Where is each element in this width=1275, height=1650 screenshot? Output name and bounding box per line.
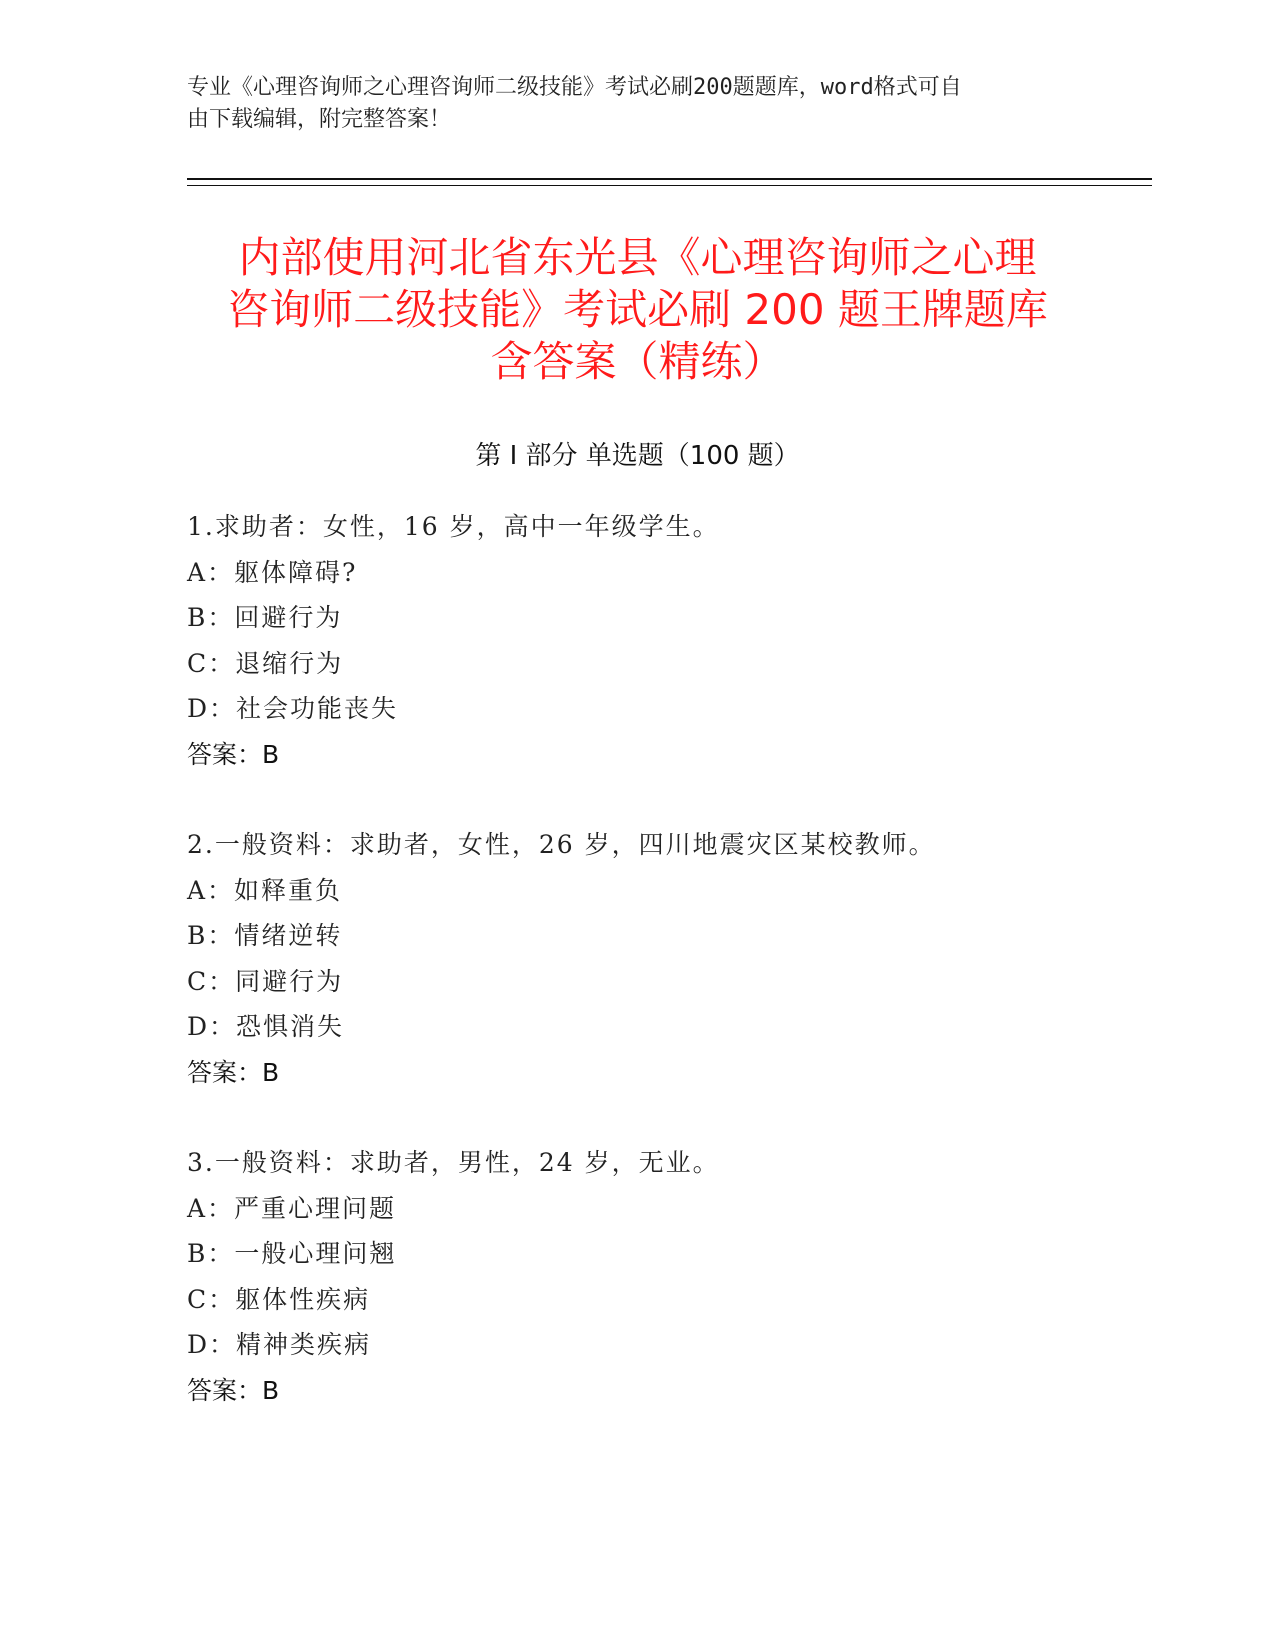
question-block-1 <box>187 504 1147 777</box>
question-stem: 1.求助者：女性，16 岁，高中一年级学生。 <box>187 512 720 541</box>
option-c: C：同避行为 <box>187 966 344 996</box>
option-b: B：回避行为 <box>187 603 343 632</box>
option-a: A：躯体障碍? <box>187 557 358 587</box>
option-d: D：精神类疾病 <box>187 1330 372 1359</box>
answer: 答案：B <box>187 1375 280 1405</box>
option-d: D：社会功能丧失 <box>187 694 399 723</box>
option-c: C：退缩行为 <box>187 648 344 678</box>
question-block-3 <box>187 1140 1147 1413</box>
option-b: B：情绪逆转 <box>187 921 343 950</box>
option-a: A：严重心理问题 <box>187 1193 397 1223</box>
question-stem: 2.一般资料：求助者，女性，26 岁，四川地震灾区某校教师。 <box>187 830 936 859</box>
header-note <box>187 72 1067 136</box>
answer: 答案：B <box>187 739 280 769</box>
document-title <box>150 232 1125 388</box>
option-b: B：一般心理问翘 <box>187 1239 397 1268</box>
header-note-line-2: 由下载编辑，附完整答案！ <box>187 107 452 132</box>
header-note-line-1: 专业《心理咨询师之心理咨询师二级技能》考试必刷200题题库，word格式可自 <box>187 75 962 100</box>
document-title-line-3: 含答案（精练） <box>490 337 785 386</box>
option-c: C：躯体性疾病 <box>187 1284 371 1314</box>
question-block-2 <box>187 822 1147 1095</box>
option-a: A：如释重负 <box>187 875 343 905</box>
question-stem: 3.一般资料：求助者，男性，24 岁，无业。 <box>187 1148 720 1177</box>
section-title: 第 I 部分 单选题（100 题） <box>475 441 800 471</box>
document-title-line-1: 内部使用河北省东光县《心理咨询师之心理 <box>238 233 1037 282</box>
header-divider-thick <box>187 178 1152 180</box>
document-title-line-2: 咨询师二级技能》考试必刷 200 题王牌题库 <box>227 285 1048 334</box>
option-d: D：恐惧消失 <box>187 1012 345 1041</box>
header-divider-thin <box>187 185 1152 186</box>
answer: 答案：B <box>187 1057 280 1087</box>
